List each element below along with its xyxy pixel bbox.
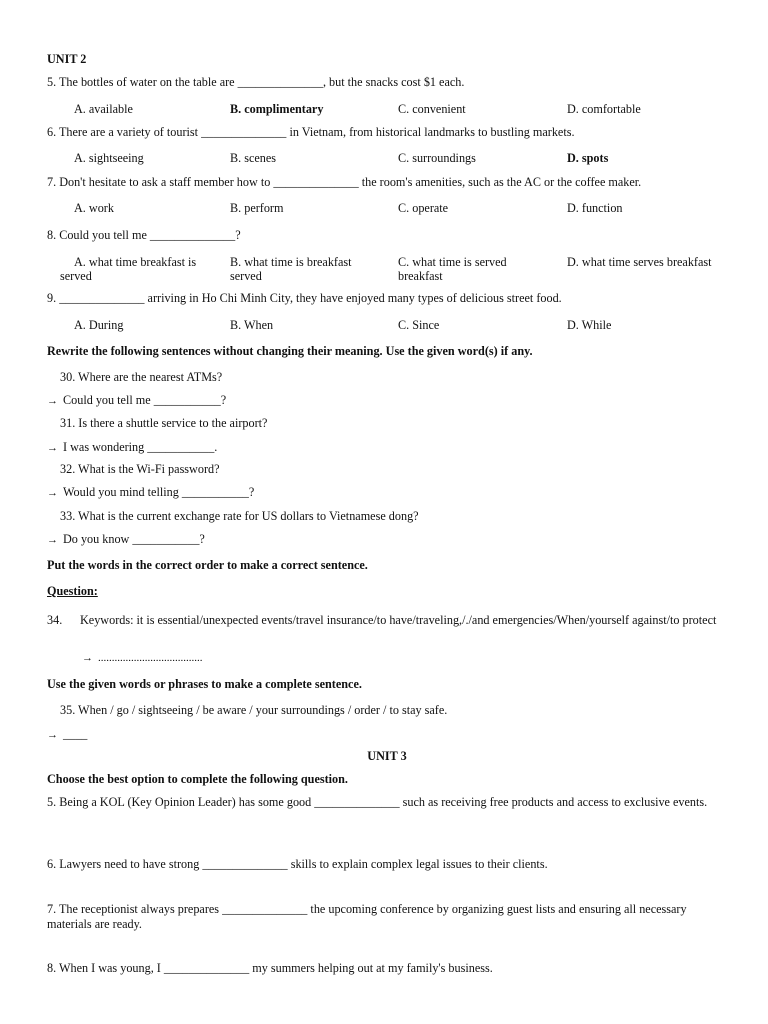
given-heading: Use the given words or phrases to make a complete sentence. [47, 677, 362, 691]
arrow-icon: → [47, 729, 58, 741]
rewrite-q32: 32. What is the Wi-Fi password? [60, 462, 220, 476]
u2-q7-option-b[interactable]: B. perform [230, 201, 284, 215]
u2-q7-option-a[interactable]: A. work [74, 201, 114, 215]
u2-q8-option-d[interactable]: D. what time serves breakfast [567, 255, 712, 269]
u2-q9-option-a[interactable]: A. During [74, 318, 124, 332]
u2-q5-option-c[interactable]: C. convenient [398, 102, 466, 116]
arrow-icon: → [82, 652, 93, 664]
rewrite-a33[interactable] [47, 532, 205, 548]
question-label: Question: [47, 584, 98, 598]
q34-number: 34. [47, 613, 63, 627]
q35-text: 35. When / go / sightseeing / be aware / your surroundings / order / to stay safe. [60, 703, 448, 717]
u2-q8-option-c[interactable]: C. what time is served breakfast [398, 255, 507, 283]
rewrite-a31[interactable] [47, 440, 217, 456]
u2-q5-option-d[interactable]: D. comfortable [567, 102, 641, 116]
rewrite-a33-text: Do you know ___________? [63, 532, 205, 546]
u2-q8-stem: 8. Could you tell me ______________? [47, 228, 241, 242]
rewrite-a30-text: Could you tell me ___________? [63, 393, 227, 407]
u2-q7-option-c[interactable]: C. operate [398, 201, 449, 215]
u2-q9-stem: 9. ______________ arriving in Ho Chi Minh City, they have enjoyed many types of delicious street food. [47, 291, 562, 305]
u2-q5-option-b[interactable]: B. complimentary [230, 102, 324, 116]
rewrite-q31: 31. Is there a shuttle service to the airport? [60, 416, 268, 430]
arrow-icon: → [47, 395, 58, 407]
unit2-heading: UNIT 2 [47, 52, 87, 66]
u2-q5-option-a[interactable]: A. available [74, 102, 133, 116]
u2-q7-stem: 7. Don't hesitate to ask a staff member how to ______________ the room's amenities, such as the AC or the coffee maker. [47, 175, 642, 189]
rewrite-a31-text: I was wondering ___________. [63, 440, 218, 454]
rewrite-a32[interactable] [47, 485, 254, 501]
q35-answer[interactable] [47, 727, 87, 743]
u2-q6-option-b[interactable]: B. scenes [230, 151, 277, 165]
rewrite-q33: 33. What is the current exchange rate for US dollars to Vietnamese dong? [60, 509, 419, 523]
arrow-icon: → [47, 487, 58, 499]
q35-answer-text: ____ [63, 727, 88, 741]
rewrite-heading: Rewrite the following sentences without changing their meaning. Use the given word(s) if any. [47, 344, 533, 358]
arrow-icon: → [47, 534, 58, 546]
u3-q7: 7. The receptionist always prepares ______________ the upcoming conference by organizing guest lists and ensuring all necessary materials are ready. [47, 902, 687, 931]
u2-q6-option-d[interactable]: D. spots [567, 151, 609, 165]
u2-q6-option-a[interactable]: A. sightseeing [74, 151, 144, 165]
rewrite-q30: 30. Where are the nearest ATMs? [60, 370, 223, 384]
u2-q6-stem: 6. There are a variety of tourist ______________ in Vietnam, from historical landmarks to bustling markets. [47, 125, 575, 139]
q34-answer[interactable] [82, 651, 203, 666]
choose-heading: Choose the best option to complete the following question. [47, 772, 348, 786]
u2-q6-option-c[interactable]: C. surroundings [398, 151, 476, 165]
u2-q5-stem: 5. The bottles of water on the table are ______________, but the snacks cost $1 each. [47, 75, 465, 89]
unit3-heading: UNIT 3 [367, 749, 407, 763]
u2-q9-option-d[interactable]: D. While [567, 318, 612, 332]
arrow-icon: → [47, 442, 58, 454]
rewrite-a30[interactable] [47, 393, 226, 409]
u2-q8-option-a[interactable]: A. what time breakfast is served [60, 255, 197, 283]
q34-answer-text: ...................................... [98, 652, 203, 664]
order-heading: Put the words in the correct order to make a correct sentence. [47, 558, 368, 572]
u3-q5: 5. Being a KOL (Key Opinion Leader) has some good ______________ such as receiving free products and access to exclusive events. [47, 795, 708, 809]
u2-q8-option-b[interactable]: B. what time is breakfast served [230, 255, 352, 283]
q34-keywords: Keywords: it is essential/unexpected events/travel insurance/to have/traveling,/./and emergencies/When/yourself against/to protect [80, 613, 717, 627]
u2-q7-option-d[interactable]: D. function [567, 201, 623, 215]
u3-q6: 6. Lawyers need to have strong ______________ skills to explain complex legal issues to their clients. [47, 857, 548, 871]
rewrite-a32-text: Would you mind telling ___________? [63, 485, 255, 499]
u2-q9-option-b[interactable]: B. When [230, 318, 274, 332]
u2-q9-option-c[interactable]: C. Since [398, 318, 440, 332]
u3-q8: 8. When I was young, I ______________ my summers helping out at my family's business. [47, 961, 493, 975]
